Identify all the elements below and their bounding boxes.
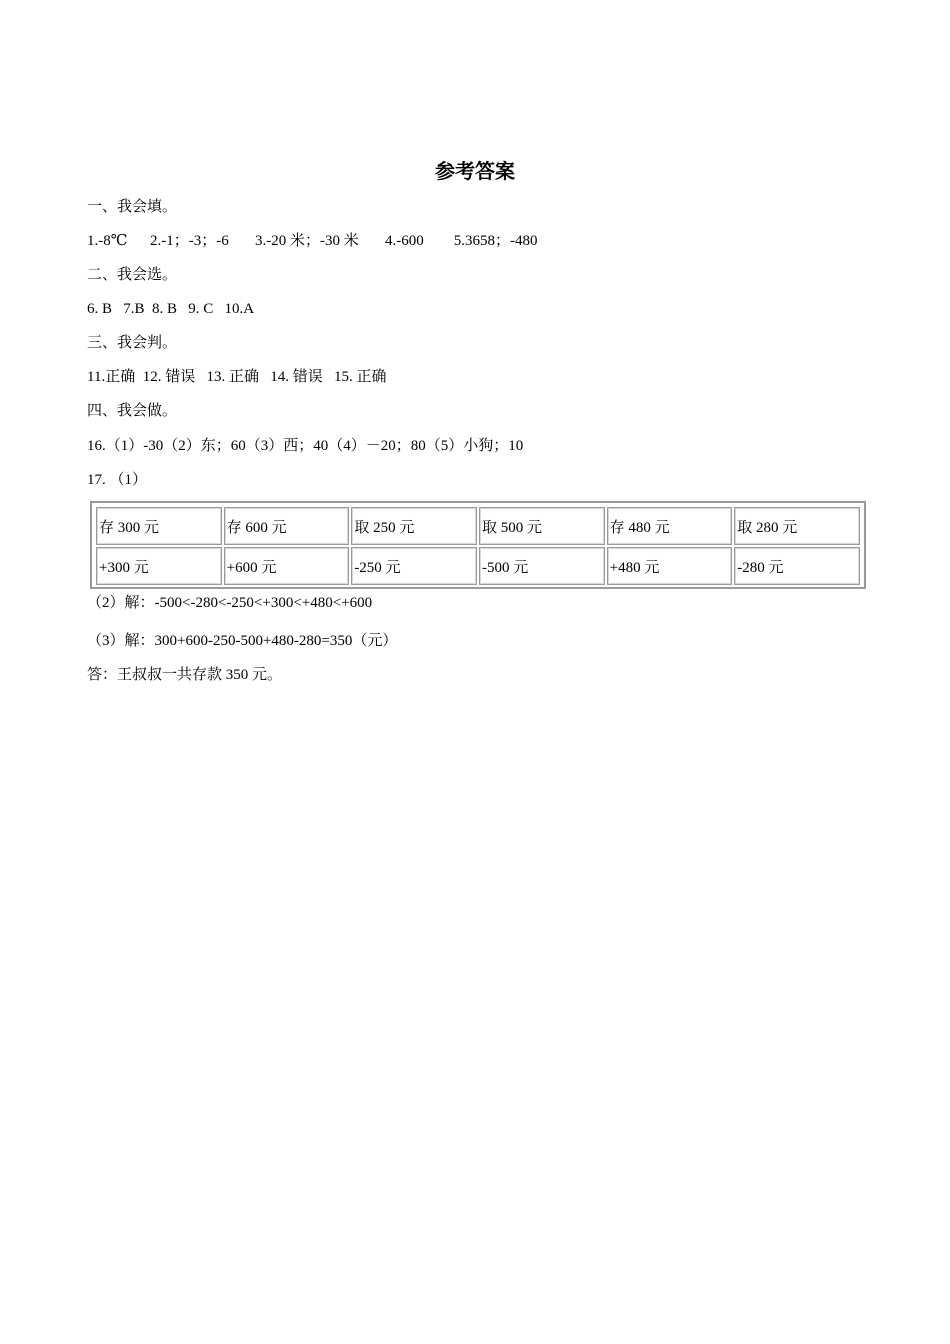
section-2-heading: 二、我会选。 [87,267,178,283]
table-cell: -280 元 [734,547,860,585]
table-cell: -250 元 [351,547,477,585]
section-4-heading: 四、我会做。 [87,403,178,419]
table-cell: 取 280 元 [734,507,860,545]
table-cell: 取 500 元 [479,507,605,545]
deposit-table-grid [94,505,862,587]
table-cell: 存 600 元 [224,507,350,545]
table-cell: 取 250 元 [351,507,477,545]
section-1-heading: 一、我会填。 [87,199,178,215]
table-row [96,547,860,585]
section-1-answers: 1.-8℃ 2.-1；-3；-6 3.-20 米；-30 米 4.-600 5.3658；-480 [87,233,538,249]
table-cell: 存 480 元 [607,507,733,545]
question-17-part-3: （3）解：300+600-250-500+480-280=350（元） [87,633,398,649]
section-3-answers: 11.正确 12. 错误 13. 正确 14. 错误 15. 正确 [87,369,387,385]
table-cell: +600 元 [224,547,350,585]
table-cell: +300 元 [96,547,222,585]
question-17-label: 17. （1） [87,472,148,488]
deposit-table [90,501,866,589]
table-cell: -500 元 [479,547,605,585]
page-title: 参考答案 [435,159,515,183]
section-2-answers: 6. B 7.B 8. B 9. C 10.A [87,301,255,317]
question-17-part-2: （2）解：-500<-280<-250<+300<+480<+600 [87,595,373,611]
section-3-heading: 三、我会判。 [87,335,178,351]
question-17-final-answer: 答：王叔叔一共存款 350 元。 [87,667,283,683]
table-row [96,507,860,545]
table-cell: +480 元 [607,547,733,585]
question-16-answer: 16.（1）-30（2）东；60（3）西；40（4）－20；80（5）小狗；10 [87,438,524,454]
table-cell: 存 300 元 [96,507,222,545]
